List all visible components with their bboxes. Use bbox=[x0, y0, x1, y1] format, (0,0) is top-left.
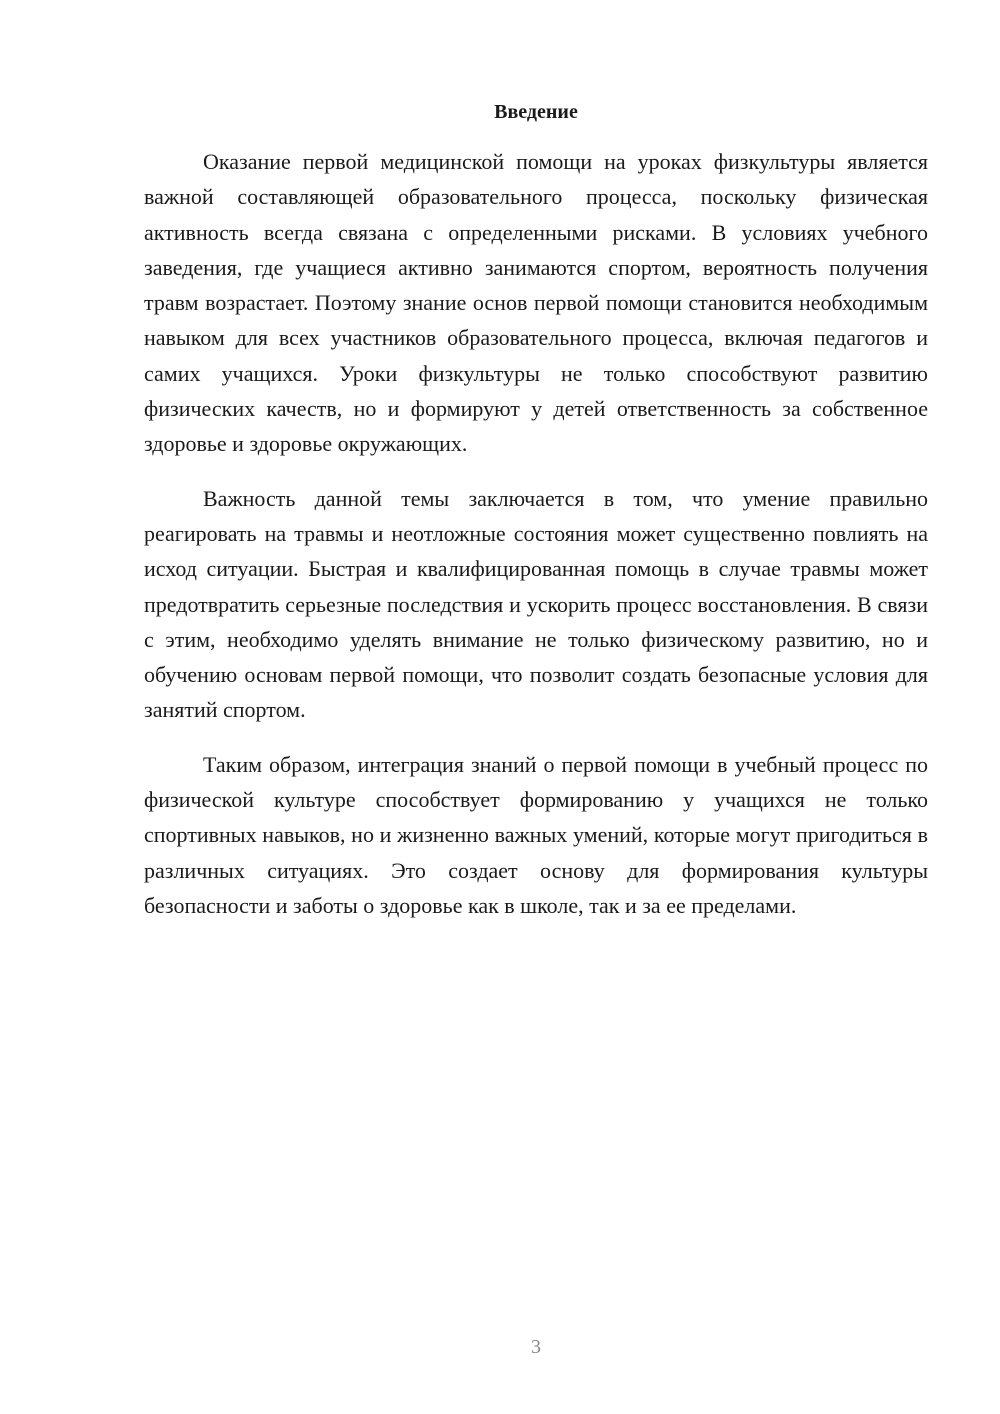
section-heading: Введение bbox=[494, 101, 578, 123]
paragraph-3: Таким образом, интеграция знаний о первой помощи в учебный процесс по физической культуре способствует формированию у учащихся не только спортивных навыков, но и жизненно важных умений, которые могут пригодиться в различных ситуациях. Это создает основу для формирования культуры безопасности и заботы о здоровье как в школе, так и за ее пределами. bbox=[144, 751, 928, 918]
body-text bbox=[144, 144, 928, 923]
page-number: 3 bbox=[531, 1336, 541, 1358]
paragraph-1: Оказание первой медицинской помощи на уроках физкультуры является важной составляющей образовательного процесса, поскольку физическая активность всегда связана с определенными рисками. В условиях учебного заведения, где учащиеся активно занимаются спортом, вероятность получения травм возрастает. Поэтому знание основ первой помощи становится необходимым навыком для всех участников образовательного процесса, включая педагогов и самих учащихся. Уроки физкультуры не только способствуют развитию физических качеств, но и формируют у детей ответственность за собственное здоровье и здоровье окружающих. bbox=[144, 149, 928, 457]
paragraph-2: Важность данной темы заключается в том, что умение правильно реагировать на травмы и неотложные состояния может существенно повлиять на исход ситуации. Быстрая и квалифицированная помощь в случае травмы может предотвратить серьезные последствия и ускорить процесс восстановления. В связи с этим, необходимо уделять внимание не только физическому развитию, но и обучению основам первой помощи, что позволит создать безопасные условия для занятий спортом. bbox=[144, 485, 928, 723]
